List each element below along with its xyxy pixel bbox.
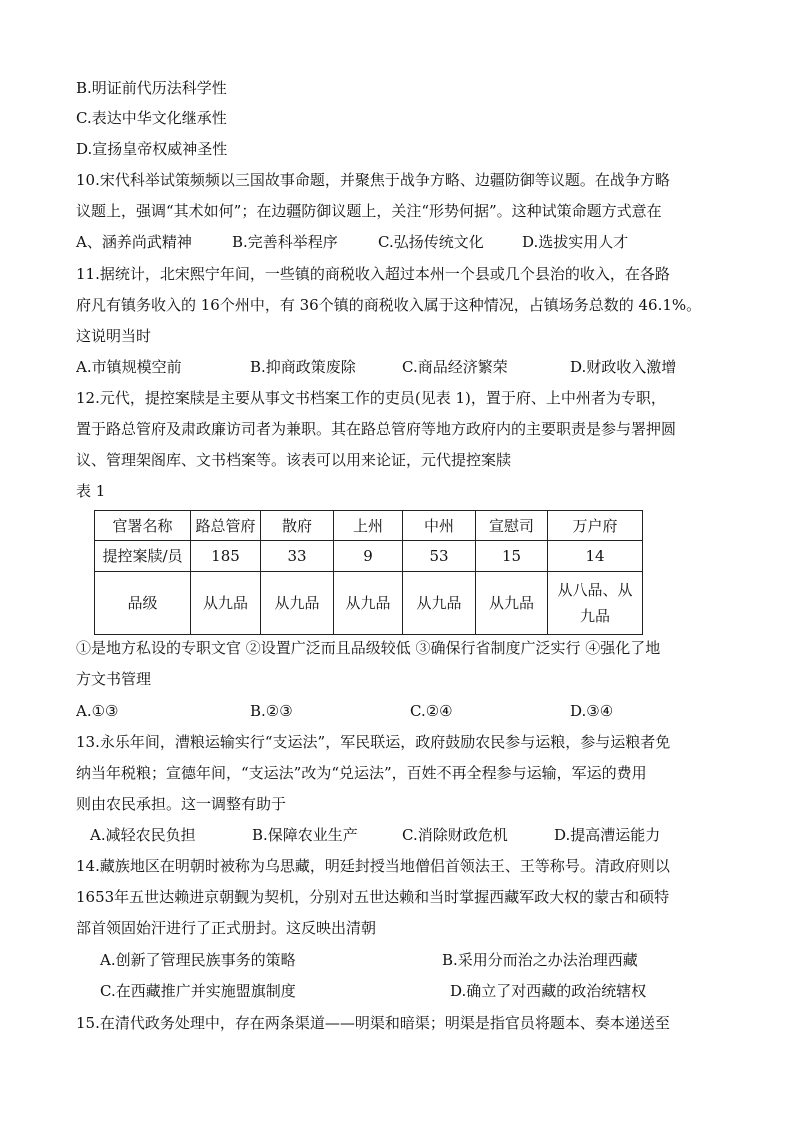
q13-stem-line2: 纳当年税粮；宣德年间，“支运法”改为“兑运法”，百姓不再全程参与运输，军运的费用 xyxy=(76,764,647,782)
q11-option-d: D.财政收入激增 xyxy=(570,358,677,376)
q13-stem-line3: 则由农民承担。这一调整有助于 xyxy=(76,795,287,813)
table-cell: 提控案牍/员 xyxy=(95,541,191,572)
table-row xyxy=(95,541,643,572)
q14-option-d: D.确立了对西藏的政治统辖权 xyxy=(450,982,647,1000)
table-cell: 从九品 xyxy=(403,572,476,635)
table-cell: 9 xyxy=(334,541,403,572)
q14-option-a: A.创新了管理民族事务的策略 xyxy=(100,951,296,969)
q14-options-row1 xyxy=(100,950,750,970)
q11-options xyxy=(76,357,726,377)
table-cell: 从九品 xyxy=(261,572,334,635)
q10-stem-line1: 10.宋代科举试策频频以三国故事命题，并聚焦于战争方略、边疆防御等议题。在战争方略 xyxy=(76,171,670,189)
q11-stem-line1: 11.据统计，北宋熙宁年间，一些镇的商税收入超过本州一个县或几个县治的收入，在各路 xyxy=(76,265,670,283)
table-cell: 14 xyxy=(548,541,643,572)
q14-options-row2 xyxy=(100,981,750,1001)
table-cell: 宣慰司 xyxy=(476,511,548,541)
q9-option-b: B.明证前代历法科学性 xyxy=(76,79,227,97)
q12-stem-line3: 议、管理架阁库、文书档案等。该表可以用来论证，元代提控案牍 xyxy=(76,451,512,469)
q11-option-c: C.商品经济繁荣 xyxy=(402,358,508,376)
table-cell: 官署名称 xyxy=(95,511,191,541)
table-cell: 15 xyxy=(476,541,548,572)
table-cell: 从八品、从九品 xyxy=(548,572,643,635)
table-row xyxy=(95,572,643,635)
q12-statements-line2: 方文书管理 xyxy=(76,670,152,688)
q12-option-c: C.②④ xyxy=(410,702,453,720)
table-cell: 路总管府 xyxy=(191,511,261,541)
table-cell: 185 xyxy=(191,541,261,572)
q14-stem-line3: 部首领固始汗进行了正式册封。这反映出清朝 xyxy=(76,919,377,937)
table-cell: 品级 xyxy=(95,572,191,635)
q12-options xyxy=(76,701,726,721)
q12-stem-line1: 12.元代，提控案牍是主要从事文书档案工作的吏员(见表 1)，置于府、上中州者为专职， xyxy=(76,389,666,407)
q14-option-c: C.在西藏推广并实施盟旗制度 xyxy=(100,982,296,1000)
table-cell: 万户府 xyxy=(548,511,643,541)
q13-option-d: D.提高漕运能力 xyxy=(554,826,661,844)
q9-option-c: C.表达中华文化继承性 xyxy=(76,109,227,127)
official-rank-table xyxy=(94,510,643,635)
q12-option-a: A.①③ xyxy=(76,702,119,720)
q10-option-c: C.弘扬传统文化 xyxy=(378,233,484,251)
table-cell: 53 xyxy=(403,541,476,572)
q14-option-b: B.采用分而治之办法治理西藏 xyxy=(442,951,638,969)
table-cell: 从九品 xyxy=(191,572,261,635)
q10-option-d: D.选拔实用人才 xyxy=(522,233,629,251)
table-caption: 表 1 xyxy=(76,482,106,500)
q14-stem-line1: 14.藏族地区在明朝时被称为乌思藏，明廷封授当地僧侣首领法王、王等称号。清政府则以 xyxy=(76,857,670,875)
q13-option-b: B.保障农业生产 xyxy=(252,826,358,844)
q10-option-b: B.完善科举程序 xyxy=(232,233,338,251)
q13-options xyxy=(90,825,740,845)
table-cell: 上州 xyxy=(334,511,403,541)
q13-option-a: A.减轻农民负担 xyxy=(90,826,196,844)
table-cell: 中州 xyxy=(403,511,476,541)
q12-option-d: D.③④ xyxy=(570,702,614,720)
table-cell: 从九品 xyxy=(476,572,548,635)
q10-options xyxy=(76,232,726,252)
q11-option-b: B.抑商政策废除 xyxy=(250,358,356,376)
q13-option-c: C.消除财政危机 xyxy=(402,826,508,844)
q15-stem-line1: 15.在清代政务处理中，存在两条渠道——明渠和暗渠；明渠是指官员将题本、奏本递送至 xyxy=(76,1014,670,1032)
q10-stem-line2: 议题上，强调“其术如何”；在边疆防御议题上，关注“形势何据”。这种试策命题方式意在 xyxy=(76,202,662,220)
q13-stem-line1: 13.永乐年间，漕粮运输实行“支运法”，军民联运，政府鼓励农民参与运粮，参与运粮者免 xyxy=(76,733,671,751)
q12-statements-line1: ①是地方私设的专职文官 ②设置广泛而且品级较低 ③确保行省制度广泛实行 ④强化了地 xyxy=(76,639,661,657)
table-cell: 从九品 xyxy=(334,572,403,635)
q10-option-a: A、涵养尚武精神 xyxy=(76,233,192,251)
q14-stem-line2: 1653年五世达赖进京朝觐为契机，分别对五世达赖和当时掌握西藏军政大权的蒙古和硕特 xyxy=(76,888,670,906)
q12-stem-line2: 置于路总管府及肃政廉访司者为兼职。其在路总管府等地方政府内的主要职责是参与署押圆 xyxy=(76,420,677,438)
q12-option-b: B.②③ xyxy=(250,702,293,720)
table-header-row xyxy=(95,511,643,541)
q11-stem-line2: 府凡有镇务收入的 16个州中，有 36个镇的商税收入属于这种情况，占镇场务总数的 46.1%。 xyxy=(76,296,702,314)
q11-stem-line3: 这说明当时 xyxy=(76,327,152,345)
q9-option-d: D.宣扬皇帝权威神圣性 xyxy=(76,140,228,158)
table-cell: 散府 xyxy=(261,511,334,541)
table-cell: 33 xyxy=(261,541,334,572)
q11-option-a: A.市镇规模空前 xyxy=(76,358,182,376)
